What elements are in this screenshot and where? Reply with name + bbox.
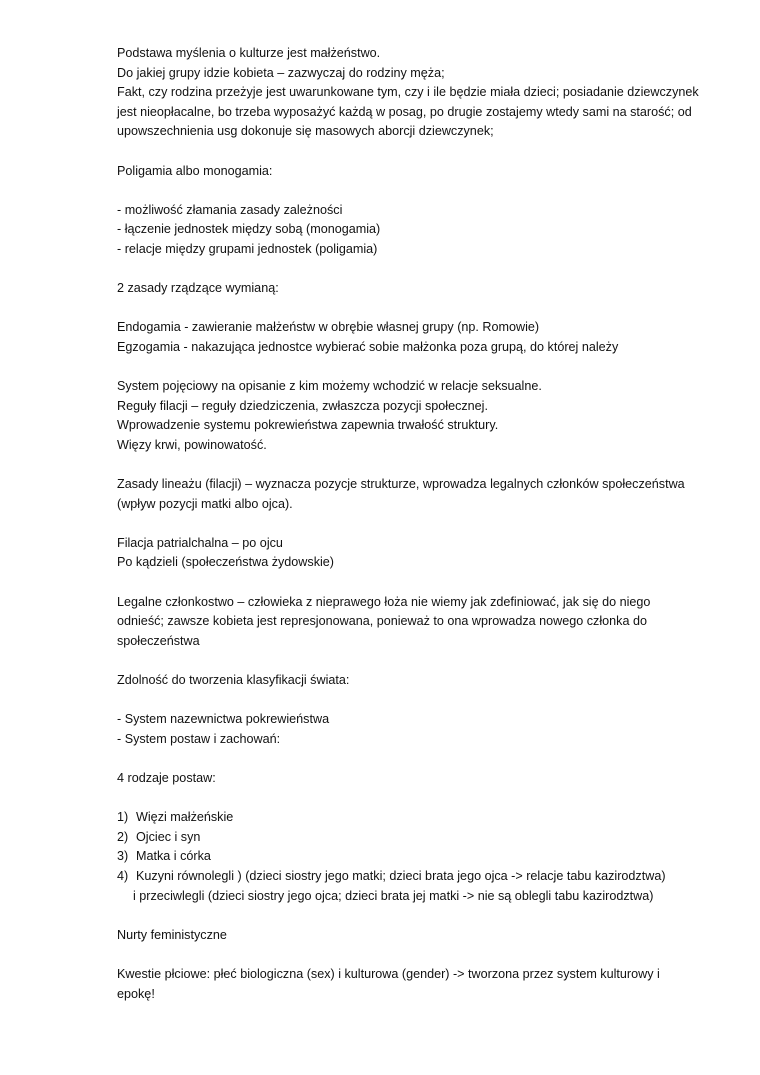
text-line: Zdolność do tworzenia klasyfikacji świata: — [117, 673, 350, 687]
text-line: Więzy krwi, powinowatość. — [117, 437, 267, 452]
list-number: 1) — [117, 810, 129, 825]
text-line: Wprowadzenie systemu pokrewieństwa zapewnia trwałość struktury. — [117, 418, 499, 433]
list-text: Kuzyni równolegli ) (dzieci siostry jego matki; dzieci brata jego ojca -> relacje tabu kazirodztwa) — [136, 868, 666, 883]
text-line: Podstawa myślenia o kulturze jest małżeństwo. — [117, 46, 381, 60]
text-line: Egzogamia - nakazująca jednostce wybierać sobie małżonka poza grupą, do której należy — [117, 339, 619, 354]
list-item — [117, 867, 700, 887]
text-line: Do jakiej grupy idzie kobieta – zazwyczaj do rodziny męża; — [117, 65, 445, 80]
paragraph-gap — [117, 789, 700, 809]
attitudes-list — [117, 808, 700, 886]
text-line: Kwestie płciowe: płeć biologiczna (sex) i kulturowa (gender) -> tworzona przez system kulturowy i epokę! — [117, 966, 660, 1001]
text-line: Filacja patrialchalna – po ojcu — [117, 535, 283, 550]
list-item — [117, 828, 700, 848]
list-item — [117, 847, 700, 867]
paragraph-gap — [117, 358, 700, 378]
text-line: - możliwość złamania zasady zależności — [117, 202, 343, 217]
text-line: Legalne członkostwo – człowieka z nieprawego łoża nie wiemy jak zdefiniować, jak się do niego odnieść; zawsze kobieta jest represjonowana, ponieważ to ona wprowadza nowego członka do społeczeństwa — [117, 594, 651, 648]
paragraph-gap — [117, 573, 700, 593]
paragraph-gap — [117, 260, 700, 280]
text-line: - System nazewnictwa pokrewieństwa — [117, 712, 330, 727]
text-line: 2 zasady rządzące wymianą: — [117, 281, 279, 296]
paragraph-gap — [117, 906, 700, 926]
paragraph-gap — [117, 749, 700, 769]
text-line: Fakt, czy rodzina przeżyje jest uwarunkowane tym, czy i ile będzie miała dzieci; posiadanie dziewczynek jest nieopłacalne, bo trzeba wyposażyć każdą w posag, po drugie zostajemy wtedy sami na starość; od upowszechnienia usg dokonuje się masowych aborcji dziewczynek; — [117, 85, 699, 139]
text-line: 4 rodzaje postaw: — [117, 770, 216, 785]
paragraph-gap — [117, 455, 700, 475]
list-number: 4) — [117, 868, 129, 883]
list-text: Matka i córka — [136, 849, 211, 864]
notes-body — [117, 44, 700, 789]
paragraph-gap — [117, 142, 700, 162]
text-line: Po kądzieli (społeczeństwa żydowskie) — [117, 555, 334, 570]
paragraph-gap — [117, 691, 700, 711]
list-text: Więzi małżeńskie — [136, 810, 234, 825]
text-line: Reguły filacji – reguły dziedziczenia, zwłaszcza pozycji społecznej. — [117, 398, 488, 413]
list-text: Ojciec i syn — [136, 829, 201, 844]
paragraph-gap — [117, 299, 700, 319]
text-line: - relacje między grupami jednostek (poligamia) — [117, 241, 378, 256]
notes-body-end — [117, 906, 700, 1004]
text-line: Zasady lineażu (filacji) – wyznacza pozycje strukturze, wprowadza legalnych członków społeczeństwa (wpływ pozycji matki albo ojca). — [117, 477, 685, 511]
list-item — [117, 808, 700, 828]
text-line: - łączenie jednostek między sobą (monogamia) — [117, 222, 381, 237]
text-line: Endogamia - zawieranie małżeństw w obrębie własnej grupy (np. Romowie) — [117, 320, 540, 335]
paragraph-gap — [117, 945, 700, 965]
paragraph-gap — [117, 651, 700, 671]
list-number: 3) — [117, 849, 129, 864]
list-continuation: i przeciwlegli (dzieci siostry jego ojca; dzieci brata jej matki -> nie są oblegli tabu kazirodztwa) — [133, 888, 654, 903]
text-line: System pojęciowy na opisanie z kim możemy wchodzić w relacje seksualne. — [117, 379, 542, 394]
text-line: Poligamia albo monogamia: — [117, 163, 273, 178]
list-number: 2) — [117, 829, 129, 844]
paragraph-gap — [117, 181, 700, 201]
paragraph-gap — [117, 514, 700, 534]
text-line: Nurty feministyczne — [117, 927, 227, 942]
text-line: - System postaw i zachowań: — [117, 731, 281, 746]
